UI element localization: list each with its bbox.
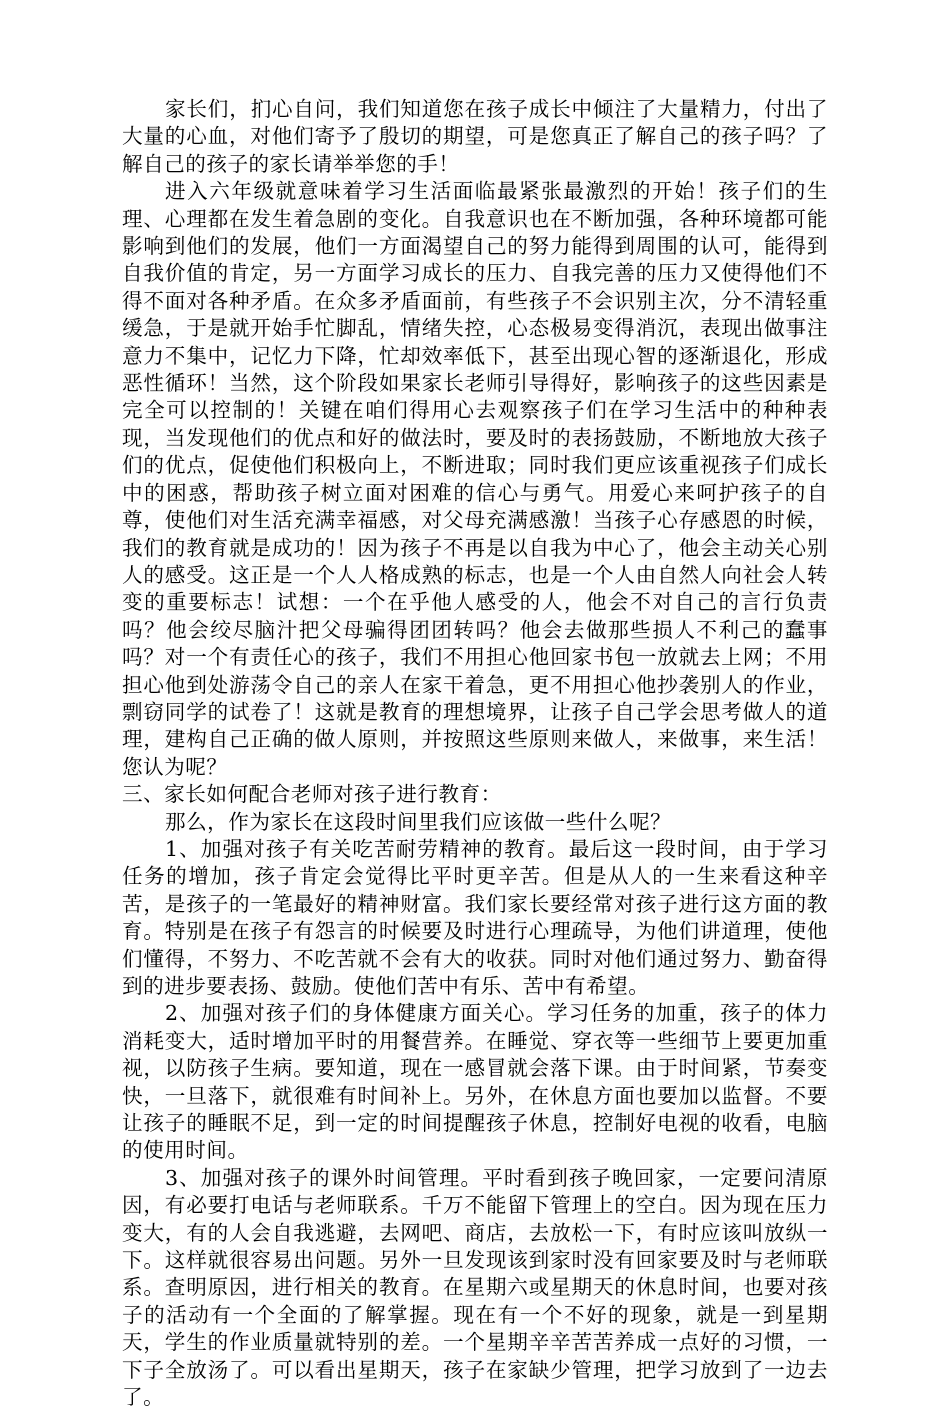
paragraph-intro: 家长们，扪心自问，我们知道您在孩子成长中倾注了大量精力，付出了大量的心血，对他们寄予了殷切的期望，可是您真正了解自己的孩子吗？了解自己的孩子的家长请举举您的手！: [122, 97, 828, 176]
paragraph-point-1: 1、加强对孩子有关吃苦耐劳精神的教育。最后这一段时间，由于学习任务的增加，孩子肯定会觉得比平时更辛苦。但是从人的一生来看这种辛苦，是孩子的一笔最好的精神财富。我们家长要经常对孩子进行这方面的教育。特别是在孩子有怨言的时候要及时进行心理疏导，为他们讲道理，使他们懂得，不努力、不吃苦就不会有大的收获。同时对他们通过努力、勤奋得到的进步要表扬、鼓励。使他们苦中有乐、苦中有希望。: [122, 836, 828, 998]
paragraph-grade-six: 进入六年级就意味着学习生活面临最紧张最激烈的开始！孩子们的生理、心理都在发生着急剧的变化。自我意识也在不断加强，各种环境都可能影响到他们的发展，他们一方面渴望自己的努力能得到周围的认可，能得到自我价值的肯定，另一方面学习成长的压力、自我完善的压力又使得他们不得不面对各种矛盾。在众多矛盾面前，有些孩子不会识别主次，分不清轻重缓急，于是就开始手忙脚乱，情绪失控，心态极易变得消沉，表现出做事注意力不集中，记忆力下降，忙却效率低下，甚至出现心智的逐渐退化，形成恶性循环！当然，这个阶段如果家长老师引导得好，影响孩子的这些因素是完全可以控制的！关键在咱们得用心去观察孩子们在学习生活中的种种表现，当发现他们的优点和好的做法时，要及时的表扬鼓励，不断地放大孩子们的优点，促使他们积极向上，不断进取；同时我们更应该重视孩子们成长中的困惑，帮助孩子树立面对困难的信心与勇气。用爱心来呵护孩子的自尊，使他们对生活充满幸福感，对父母充满感激！当孩子心存感恩的时候，我们的教育就是成功的！因为孩子不再是以自我为中心了，他会主动关心别人的感受。这正是一个人人格成熟的标志，也是一个人由自然人向社会人转变的重要标志！试想：一个在乎他人感受的人，他会不对自己的言行负责吗？他会绞尽脑汁把父母骗得团团转吗？他会去做那些损人不利己的蠢事吗？对一个有责任心的孩子，我们不用担心他回家书包一放就去上网；不用担心他到处游荡令自己的亲人在家干着急，更不用担心他抄袭别人的作业，剽窃同学的试卷了！这就是教育的理想境界，让孩子自己学会思考做人的道理，建构自己正确的做人原则，并按照这些原则来做人，来做事，来生活！您认为呢？: [122, 179, 828, 779]
paragraph-point-2: 2、加强对孩子们的身体健康方面关心。学习任务的加重，孩子的体力消耗变大，适时增加平时的用餐营养。在睡觉、穿衣等一些细节上要更加重视，以防孩子生病。要知道，现在一感冒就会落下课。由于时间紧，节奏变快，一旦落下，就很难有时间补上。另外，在休息方面也要加以监督。不要让孩子的睡眠不足，到一定的时间提醒孩子休息，控制好电视的收看，电脑的使用时间。: [122, 1001, 828, 1163]
document-body: [122, 96, 828, 1412]
paragraph-point-3: 3、加强对孩子的课外时间管理。平时看到孩子晚回家，一定要问清原因，有必要打电话与老师联系。千万不能留下管理上的空白。因为现在压力变大，有的人会自我逃避，去网吧、商店，去放松一下，有时应该叫放纵一下。这样就很容易出问题。另外一旦发现该到家时没有回家要及时与老师联系。查明原因，进行相关的教育。在星期六或星期天的休息时间，也要对孩子的活动有一个全面的了解掌握。现在有一个不好的现象，就是一到星期天，学生的作业质量就特别的差。一个星期辛辛苦苦养成一点好的习惯，一下子全放汤了。可以看出星期天，孩子在家缺少管理，把学习放到了一边去了。: [122, 1165, 828, 1410]
section-heading: 三、家长如何配合老师对孩子进行教育：: [122, 782, 502, 807]
paragraph-question: 那么，作为家长在这段时间里我们应该做一些什么呢？: [165, 809, 672, 834]
